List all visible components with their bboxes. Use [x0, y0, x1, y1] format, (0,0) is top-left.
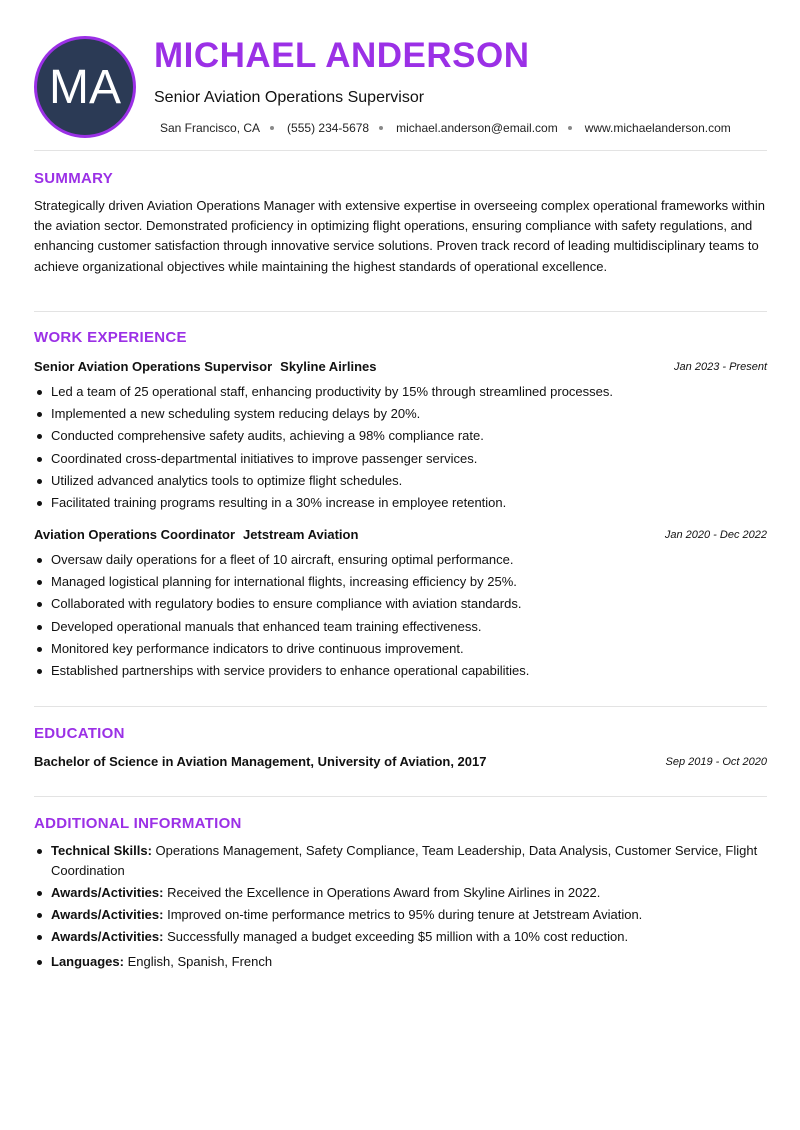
info-label: Awards/Activities:: [51, 907, 164, 922]
contact-location: San Francisco, CA: [160, 121, 261, 135]
list-item: Led a team of 25 operational staff, enhancing productivity by 15% through streamlined processes.: [34, 381, 767, 403]
info-label: Languages:: [51, 954, 124, 969]
education-heading: EDUCATION: [34, 725, 125, 742]
education-degree: Bachelor of Science in Aviation Management, University of Aviation, 2017: [34, 754, 487, 769]
list-item: Developed operational manuals that enhanced team training effectiveness.: [34, 616, 767, 638]
education-entry: [34, 754, 767, 769]
separator-dot-icon: [568, 126, 572, 130]
list-item: [34, 927, 767, 947]
job-header: [34, 359, 767, 374]
separator-dot-icon: [270, 126, 274, 130]
divider: [34, 796, 767, 797]
summary-text: Strategically driven Aviation Operations Manager with extensive expertise in overseeing complex operational frameworks within the aviation sector. Demonstrated proficiency in optimizing flight operations, ensuring compliance with safety regulations, and enhancing customer satisfaction through innovative service solutions. Proven track record of leading multidisciplinary teams to achieve organizational objectives while maintaining the highest standards of operational excellence.: [34, 198, 766, 274]
divider: [34, 706, 767, 707]
contact-email[interactable]: michael.anderson@email.com: [396, 121, 558, 135]
list-item: Facilitated training programs resulting in a 30% increase in employee retention.: [34, 492, 767, 514]
list-item: [34, 883, 767, 903]
job-bullets: [34, 381, 767, 514]
list-item: Utilized advanced analytics tools to optimize flight schedules.: [34, 470, 767, 492]
job-role: Senior Aviation Operations Supervisor: [34, 359, 273, 374]
info-label: Technical Skills:: [51, 843, 152, 858]
list-item: Conducted comprehensive safety audits, achieving a 98% compliance rate.: [34, 425, 767, 447]
list-item: Monitored key performance indicators to drive continuous improvement.: [34, 638, 767, 660]
additional-info-list: [34, 841, 767, 972]
list-item: Coordinated cross-departmental initiatives to improve passenger services.: [34, 448, 767, 470]
job-dates: Jan 2020 - Dec 2022: [664, 529, 767, 541]
summary-heading: SUMMARY: [34, 170, 114, 187]
education-dates: Sep 2019 - Oct 2020: [665, 756, 767, 768]
contact-phone: (555) 234-5678: [287, 121, 370, 135]
list-item: Collaborated with regulatory bodies to ensure compliance with aviation standards.: [34, 593, 767, 615]
avatar-initials: MA: [49, 60, 121, 114]
list-item: [34, 952, 767, 972]
info-label: Awards/Activities:: [51, 929, 164, 944]
list-item: Implemented a new scheduling system reducing delays by 20%.: [34, 403, 767, 425]
info-text: Received the Excellence in Operations Award from Skyline Airlines in 2022.: [163, 885, 601, 900]
list-item: [34, 905, 767, 925]
divider: [34, 150, 767, 151]
info-label: Awards/Activities:: [51, 885, 164, 900]
job-company: Jetstream Aviation: [243, 527, 359, 542]
info-text: English, Spanish, French: [123, 954, 273, 969]
info-text: Successfully managed a budget exceeding $5 million with a 10% cost reduction.: [163, 929, 629, 944]
list-item: [34, 841, 767, 881]
contact-website[interactable]: www.michaelanderson.com: [584, 121, 731, 135]
separator-dot-icon: [379, 126, 383, 130]
avatar: [34, 36, 136, 138]
candidate-title: Senior Aviation Operations Supervisor: [154, 89, 425, 106]
info-text: Improved on-time performance metrics to 95% during tenure at Jetstream Aviation.: [163, 907, 643, 922]
list-item: Managed logistical planning for international flights, increasing efficiency by 25%.: [34, 571, 767, 593]
job-role: Aviation Operations Coordinator: [34, 527, 236, 542]
list-item: Oversaw daily operations for a fleet of 10 aircraft, ensuring optimal performance.: [34, 549, 767, 571]
list-item: Established partnerships with service providers to enhance operational capabilities.: [34, 660, 767, 682]
contact-info: [160, 121, 731, 135]
work-experience-heading: WORK EXPERIENCE: [34, 329, 187, 346]
info-text: Operations Management, Safety Compliance, Team Leadership, Data Analysis, Customer Service, Flight Coordination: [51, 843, 758, 878]
job-bullets: [34, 549, 767, 682]
divider: [34, 311, 767, 312]
job-company: Skyline Airlines: [280, 359, 377, 374]
job-dates: Jan 2023 - Present: [674, 361, 767, 373]
additional-info-heading: ADDITIONAL INFORMATION: [34, 815, 242, 832]
job-header: [34, 527, 767, 542]
candidate-name: MICHAEL ANDERSON: [154, 36, 530, 75]
